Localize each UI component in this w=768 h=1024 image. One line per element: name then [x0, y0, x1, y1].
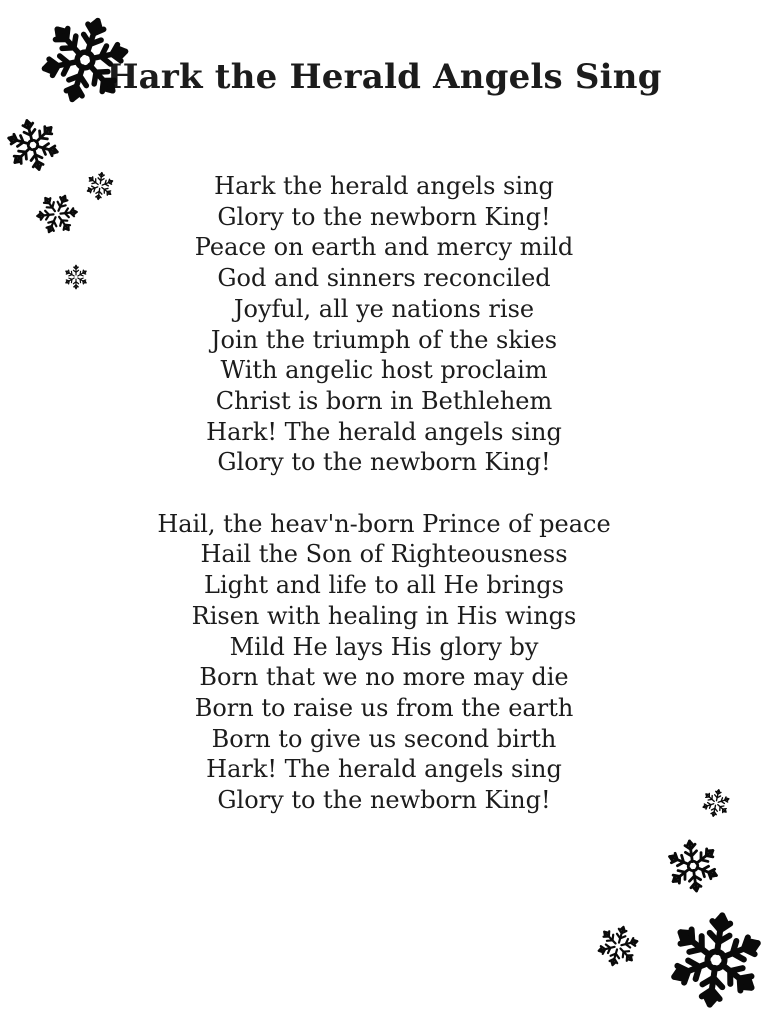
page-title: Hark the Herald Angels Sing	[106, 57, 662, 97]
verse	[0, 509, 768, 816]
lyric-line: God and sinners reconciled	[217, 264, 551, 293]
lyrics	[0, 171, 768, 816]
lyric-line: Christ is born in Bethlehem	[215, 386, 553, 415]
lyric-line: Joyful, all ye nations rise	[233, 294, 535, 323]
lyric-line: Join the triumph of the skies	[210, 325, 558, 354]
snowflake-icon	[5, 117, 61, 173]
snowflake-icon	[35, 192, 79, 236]
lyric-line: Hark! The herald angels sing	[206, 417, 562, 446]
lyric-line: Hark the herald angels sing	[214, 172, 554, 200]
lyric-line: Born to raise us from the earth	[194, 693, 574, 722]
lyric-line: With angelic host proclaim	[220, 356, 548, 385]
lyric-line: Glory to the newborn King!	[217, 448, 551, 477]
lyric-line: Mild He lays His glory by	[229, 632, 539, 661]
lyric-line: Peace on earth and mercy mild	[194, 233, 574, 262]
snowflake-icon	[596, 924, 640, 968]
snowflake-icon	[39, 14, 131, 106]
lyric-line: Born to give us second birth	[211, 724, 557, 753]
snowflake-icon	[666, 910, 766, 1010]
lyric-line: Glory to the newborn King!	[217, 786, 551, 815]
snowflake-icon	[701, 788, 731, 818]
lyric-line: Born that we no more may die	[199, 663, 569, 692]
snowflake-icon	[665, 838, 721, 894]
lyric-line: Risen with healing in His wings	[191, 601, 577, 630]
lyric-line: Glory to the newborn King!	[217, 202, 551, 231]
verse	[0, 171, 768, 478]
lyric-line: Hark! The herald angels sing	[206, 755, 562, 784]
snowflake-icon	[63, 264, 89, 290]
lyric-line: Hail the Son of Righteousness	[200, 540, 568, 569]
snowflake-icon	[85, 171, 115, 201]
lyric-line: Hail, the heav'n-born Prince of peace	[157, 509, 611, 538]
lyric-line: Light and life to all He brings	[204, 571, 564, 600]
